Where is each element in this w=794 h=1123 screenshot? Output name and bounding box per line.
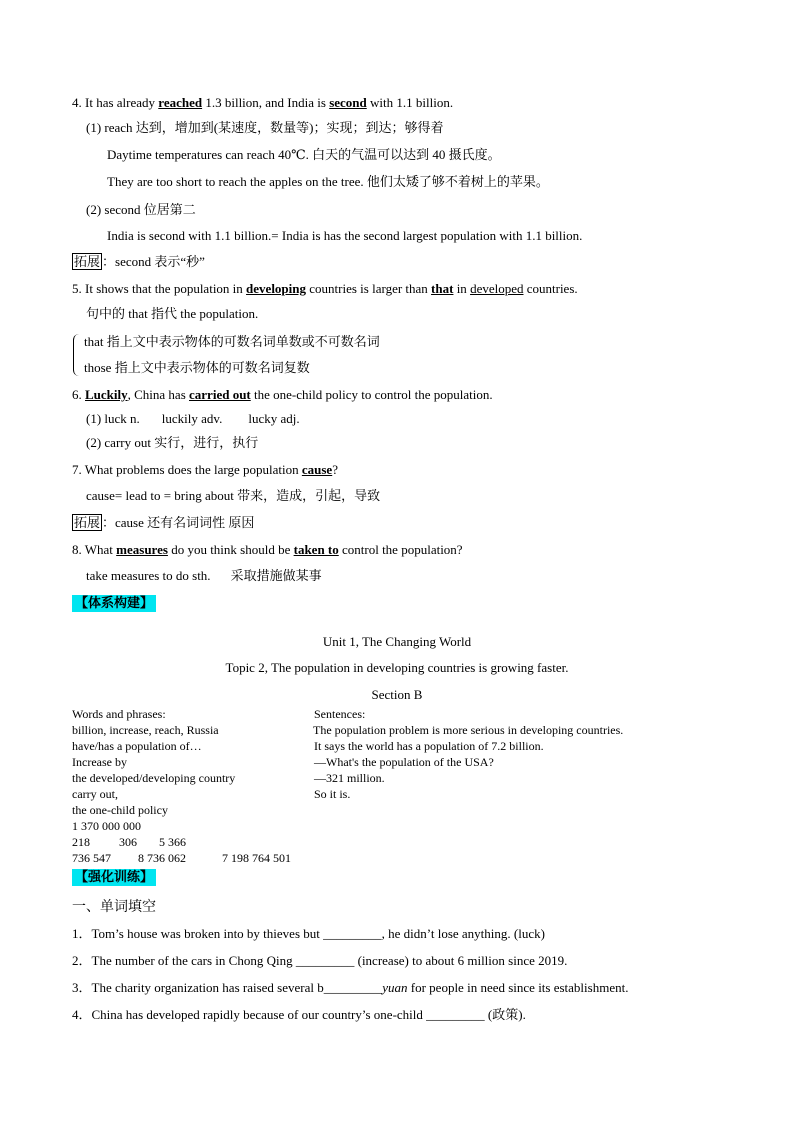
note-4-reach: (1) reach 达到，增加到(某速度，数量等)；实现；到达；够得着 [86, 120, 444, 135]
unit-title: Unit 1, The Changing World [322, 634, 472, 649]
number: 306 [119, 835, 137, 849]
extension-label: 拓展 [74, 254, 101, 269]
text: , China has [127, 387, 190, 402]
keyword-carried-out: carried out [189, 387, 251, 402]
text: for people in need since its establishment. [407, 980, 629, 995]
keyword-taken-to: taken to [293, 542, 339, 557]
numbers-row [72, 835, 186, 849]
answer-blank[interactable]: _________ [426, 1007, 485, 1022]
note-6-carry-out: (2) carry out 实行，进行，执行 [86, 435, 259, 450]
note-6 [72, 387, 493, 403]
section-heading-practice [72, 869, 156, 886]
question-3 [72, 980, 628, 996]
text: control the population? [338, 542, 463, 557]
text: countries. [523, 281, 578, 296]
text: 3．The charity organization has raised several b [72, 980, 324, 995]
text: 1.3 billion, and India is [202, 95, 330, 110]
text: 采取措施做某事 [230, 568, 322, 583]
section-heading-structure [72, 595, 156, 612]
topic-title: Topic 2, The population in developing countries is growing faster. [225, 660, 569, 675]
answer-blank[interactable]: _________ [323, 980, 383, 995]
text: do you think should be [167, 542, 294, 557]
note-5 [72, 281, 578, 297]
words-item: have/has a population of… [72, 739, 202, 753]
text: ? [332, 462, 338, 477]
number: 736 547 [72, 851, 111, 865]
words-item: Increase by [72, 755, 127, 769]
example: India is second with 1.1 billion.= India is has the second largest population with 1.1 billion. [107, 228, 583, 243]
number: 7 198 764 501 [222, 851, 291, 865]
text: yuan [382, 980, 408, 995]
extension-label: 拓展 [74, 515, 101, 530]
words-item: the one-child policy [72, 803, 168, 817]
number: 218 [72, 835, 90, 849]
keyword-second: second [329, 95, 367, 110]
those-usage: those 指上文中表示物体的可数名词复数 [84, 360, 310, 375]
text: the one-child policy to control the population. [250, 387, 493, 402]
heading-label: 【体系构建】 [72, 595, 156, 612]
question-4 [72, 1007, 526, 1023]
keyword-developed: developed [470, 281, 524, 296]
note-7 [72, 462, 338, 478]
keyword-developing: developing [246, 281, 307, 296]
text: ：second 表示“秒” [102, 254, 205, 269]
extension-note [72, 515, 254, 531]
text: 7. What problems does the large population [72, 462, 302, 477]
keyword-reached: reached [158, 95, 203, 110]
text: 5. It shows that the population in [72, 281, 247, 296]
sentence-item: So it is. [314, 787, 351, 801]
answer-blank[interactable]: _________ [323, 926, 382, 941]
example: Daytime temperatures can reach 40℃. 白天的气温可以达到 40 摄氏度。 [107, 147, 501, 162]
words-item: billion, increase, reach, Russia [72, 723, 219, 737]
keyword-measures: measures [116, 542, 168, 557]
extension-note [72, 254, 205, 270]
words-item: the developed/developing country [72, 771, 236, 785]
word-forms [86, 411, 300, 427]
text: luckily adv. [161, 411, 223, 426]
text: , he didn’t lose anything. (luck) [381, 926, 545, 941]
number: 5 366 [159, 835, 186, 849]
example: They are too short to reach the apples on the tree. 他们太矮了够不着树上的苹果。 [107, 174, 549, 189]
text: (1) luck n. [86, 411, 140, 426]
keyword-cause: cause [301, 462, 333, 477]
text: 8. What [72, 542, 117, 557]
note-8-explain [86, 568, 322, 584]
words-item: Words and phrases: [72, 707, 166, 721]
sentence-item: It says the world has a population of 7.2 billion. [314, 739, 544, 753]
words-item: carry out, [72, 787, 118, 801]
text: take measures to do sth. [86, 568, 211, 583]
words-item: 1 370 000 000 [72, 819, 141, 833]
sentence-item: —321 million. [314, 771, 385, 785]
numbers-row [72, 851, 291, 865]
text: in [453, 281, 471, 296]
section-title: Section B [371, 687, 423, 702]
answer-blank[interactable]: _________ [295, 953, 355, 968]
sentence-item: —What's the population of the USA? [314, 755, 494, 769]
note-8 [72, 542, 463, 558]
note-7-explain: cause= lead to = bring about 带来，造成，引起，导致 [86, 488, 381, 503]
text: (increase) to about 6 million since 2019. [354, 953, 568, 968]
brace [73, 334, 80, 376]
question-2 [72, 953, 567, 969]
sentence-item: The population problem is more serious in developing countries. [313, 723, 624, 737]
text: lucky adj. [248, 411, 300, 426]
note-4-second: (2) second 位居第二 [86, 202, 196, 217]
text: countries is larger than [306, 281, 432, 296]
note-5-explain: 句中的 that 指代 the population. [86, 306, 259, 321]
text: 2．The number of the cars in Chong Qing [72, 953, 296, 968]
heading-label: 【强化训练】 [72, 869, 156, 886]
number: 8 736 062 [138, 851, 186, 865]
text: ：cause 还有名词词性 原因 [102, 515, 255, 530]
keyword-luckily: Luckily [85, 387, 128, 402]
text: 4. It has already [72, 95, 159, 110]
text: (政策). [484, 1007, 526, 1022]
text: 4．China has developed rapidly because of our country’s one-child [72, 1007, 427, 1022]
part-title: 一、单词填空 [72, 900, 156, 915]
note-4 [72, 95, 453, 111]
text: 1．Tom’s house was broken into by thieves but [72, 926, 324, 941]
that-usage: that 指上文中表示物体的可数名词单数或不可数名词 [84, 334, 380, 349]
question-1 [72, 926, 545, 942]
text: with 1.1 billion. [366, 95, 454, 110]
sentence-item: Sentences: [314, 707, 366, 721]
text: 6. [72, 387, 85, 402]
keyword-that: that [431, 281, 454, 296]
